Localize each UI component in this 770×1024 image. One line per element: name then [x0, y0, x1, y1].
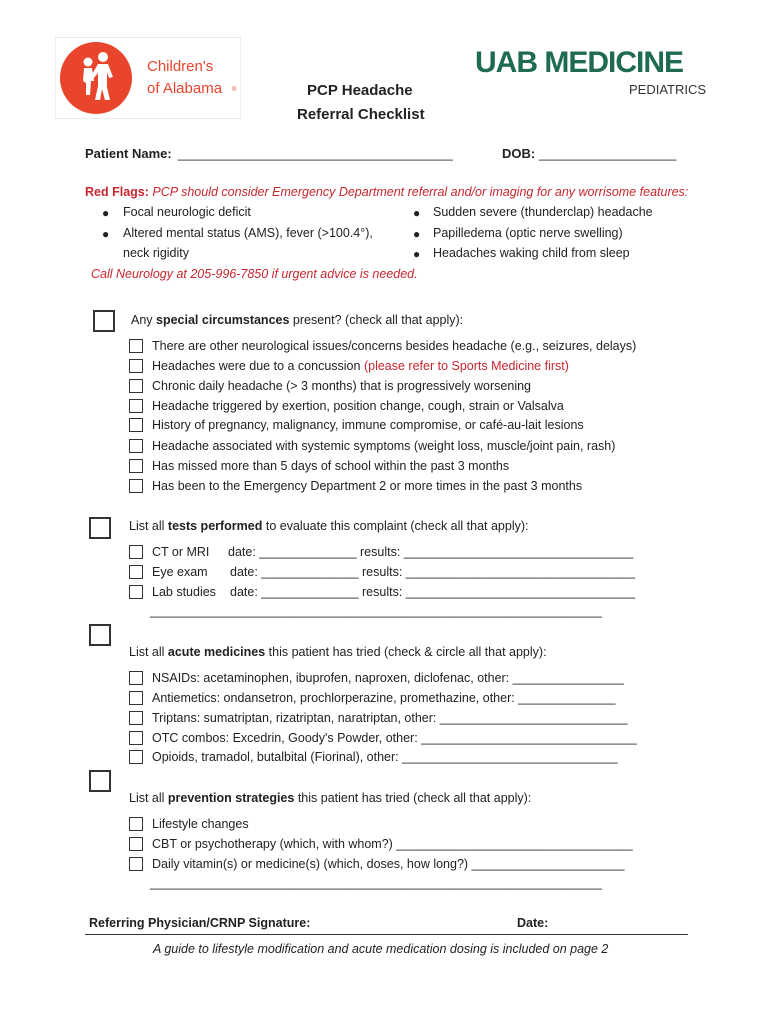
prevention-item: Lifestyle changes: [152, 817, 249, 831]
section-acute-medicines-checkbox[interactable]: [89, 624, 111, 646]
medicine-item: Triptans: sumatriptan, rizatriptan, naratriptan, other: ___________________________: [152, 711, 628, 725]
patient-name-field[interactable]: ______________________________________: [178, 146, 453, 161]
heading-bold: prevention strategies: [167, 791, 295, 805]
test-results-field[interactable]: results: _________________________________: [362, 585, 636, 599]
section-acute-medicines-heading: [129, 645, 547, 659]
heading-prefix: Any: [131, 313, 157, 327]
test-results-field[interactable]: results: _________________________________: [360, 545, 634, 559]
red-flag-left-3: neck rigidity: [123, 246, 189, 260]
heading-prefix: List all: [129, 519, 168, 533]
heading-bold: tests performed: [167, 519, 263, 533]
bullet-icon: ●: [413, 227, 421, 241]
special-item: Has missed more than 5 days of school within the past 3 months: [152, 459, 510, 473]
prevention-item: CBT or psychotherapy (which, with whom?) __________________________________: [152, 837, 633, 851]
item-checkbox[interactable]: [129, 731, 143, 745]
section-prevention-checkbox[interactable]: [89, 770, 111, 792]
test-name: CT or MRI: [152, 545, 210, 559]
item-checkbox[interactable]: [129, 439, 143, 453]
title-line1: PCP Headache: [307, 82, 413, 99]
patient-name-label: Patient Name:: [85, 146, 172, 161]
item-checkbox[interactable]: [129, 359, 143, 373]
item-checkbox[interactable]: [129, 857, 143, 871]
heading-prefix: List all: [129, 645, 168, 659]
item-checkbox[interactable]: [129, 545, 143, 559]
special-item: Headache associated with systemic symptoms (weight loss, muscle/joint pain, rash): [152, 439, 616, 453]
logo-registered-mark: ®: [232, 87, 237, 93]
test-date-field[interactable]: date: ______________: [230, 565, 359, 579]
item-checkbox[interactable]: [129, 459, 143, 473]
date-label: Date:: [517, 916, 549, 930]
childrens-of-alabama-logo: [55, 37, 241, 119]
dob-label: DOB:: [502, 146, 536, 161]
item-checkbox[interactable]: [129, 711, 143, 725]
heading-prefix: List all: [129, 791, 168, 805]
item-checkbox[interactable]: [129, 837, 143, 851]
logo-text-line2: of Alabama: [147, 80, 223, 97]
uab-medicine-logo: [475, 44, 709, 100]
special-item: [152, 359, 569, 373]
heading-suffix: to evaluate this complaint (check all that apply):: [262, 519, 529, 533]
footer-divider: [85, 934, 688, 935]
test-name: Eye exam: [152, 565, 208, 579]
section-special-circumstances-checkbox[interactable]: [93, 310, 115, 332]
special-item: Chronic daily headache (> 3 months) that is progressively worsening: [152, 379, 532, 393]
item-checkbox[interactable]: [129, 339, 143, 353]
bullet-icon: ●: [413, 247, 421, 261]
red-flag-right-1: Sudden severe (thunderclap) headache: [433, 205, 653, 219]
red-flag-left-2: Altered mental status (AMS), fever (>100.4°),: [123, 226, 373, 240]
tests-extra-line[interactable]: _________________________________________________________________: [150, 604, 602, 618]
item-checkbox[interactable]: [129, 817, 143, 831]
item-checkbox[interactable]: [129, 691, 143, 705]
uab-sub-text: PEDIATRICS: [629, 82, 707, 97]
item-checkbox[interactable]: [129, 671, 143, 685]
special-item: History of pregnancy, malignancy, immune compromise, or café-au-lait lesions: [152, 418, 584, 432]
test-name: Lab studies: [152, 585, 216, 599]
footer-note: A guide to lifestyle modification and acute medication dosing is included on page 2: [153, 942, 609, 956]
red-flags-intro: PCP should consider Emergency Department referral and/or imaging for any worrisome features:: [152, 185, 689, 199]
uab-brand-text: UAB MEDICINE: [475, 46, 684, 79]
special-item: There are other neurological issues/concerns besides headache (e.g., seizures, delays): [152, 339, 637, 353]
test-date-field[interactable]: date: ______________: [228, 545, 357, 559]
special-item: Headache triggered by exertion, position change, cough, strain or Valsalva: [152, 399, 564, 413]
concussion-note: (please refer to Sports Medicine first): [363, 359, 569, 373]
call-neurology-note: Call Neurology at 205-996-7850 if urgent advice is needed.: [91, 267, 418, 281]
item-checkbox[interactable]: [129, 479, 143, 493]
test-results-field[interactable]: results: _________________________________: [362, 565, 636, 579]
item-checkbox[interactable]: [129, 418, 143, 432]
bullet-icon: ●: [413, 206, 421, 220]
section-tests-heading: [129, 519, 529, 533]
item-checkbox[interactable]: [129, 750, 143, 764]
red-flags-heading: [85, 185, 688, 199]
special-item: Has been to the Emergency Department 2 or more times in the past 3 months: [152, 479, 583, 493]
heading-bold: acute medicines: [167, 645, 266, 659]
signature-label: Referring Physician/CRNP Signature:: [89, 916, 311, 930]
section-prevention-heading: [129, 791, 531, 805]
heading-bold: special circumstances: [156, 313, 290, 327]
test-date-field[interactable]: date: ______________: [230, 585, 359, 599]
red-flag-left-1: Focal neurologic deficit: [123, 205, 251, 219]
bullet-icon: ●: [102, 227, 110, 241]
heading-suffix: this patient has tried (check all that apply):: [294, 791, 532, 805]
medicine-item: NSAIDs: acetaminophen, ibuprofen, naproxen, diclofenac, other: ________________: [152, 671, 624, 685]
logo-text-line1: Children's: [147, 58, 214, 75]
title-line2: Referral Checklist: [297, 106, 425, 123]
medicine-item: OTC combos: Excedrin, Goody's Powder, other: _______________________________: [152, 731, 637, 745]
prevention-item: Daily vitamin(s) or medicine(s) (which, doses, how long?) ______________________: [152, 857, 625, 871]
prevention-extra-line[interactable]: _________________________________________________________________: [150, 876, 602, 890]
item-checkbox[interactable]: [129, 585, 143, 599]
section-special-circumstances-heading: [131, 313, 463, 327]
heading-suffix: present? (check all that apply):: [289, 313, 464, 327]
section-tests-checkbox[interactable]: [89, 517, 111, 539]
item-checkbox[interactable]: [129, 379, 143, 393]
red-flag-right-2: Papilledema (optic nerve swelling): [433, 226, 623, 240]
red-flag-right-3: Headaches waking child from sleep: [433, 246, 630, 260]
bullet-icon: ●: [102, 206, 110, 220]
red-flags-label: Red Flags:: [85, 185, 149, 199]
item-checkbox[interactable]: [129, 399, 143, 413]
concussion-text: Headaches were due to a concussion: [152, 359, 364, 373]
heading-suffix: this patient has tried (check & circle all that apply):: [265, 645, 547, 659]
dob-field[interactable]: ___________________: [539, 146, 677, 161]
item-checkbox[interactable]: [129, 565, 143, 579]
medicine-item: Opioids, tramadol, butalbital (Fiorinal), other: _______________________________: [152, 750, 618, 764]
medicine-item: Antiemetics: ondansetron, prochlorperazine, promethazine, other: ______________: [152, 691, 616, 705]
